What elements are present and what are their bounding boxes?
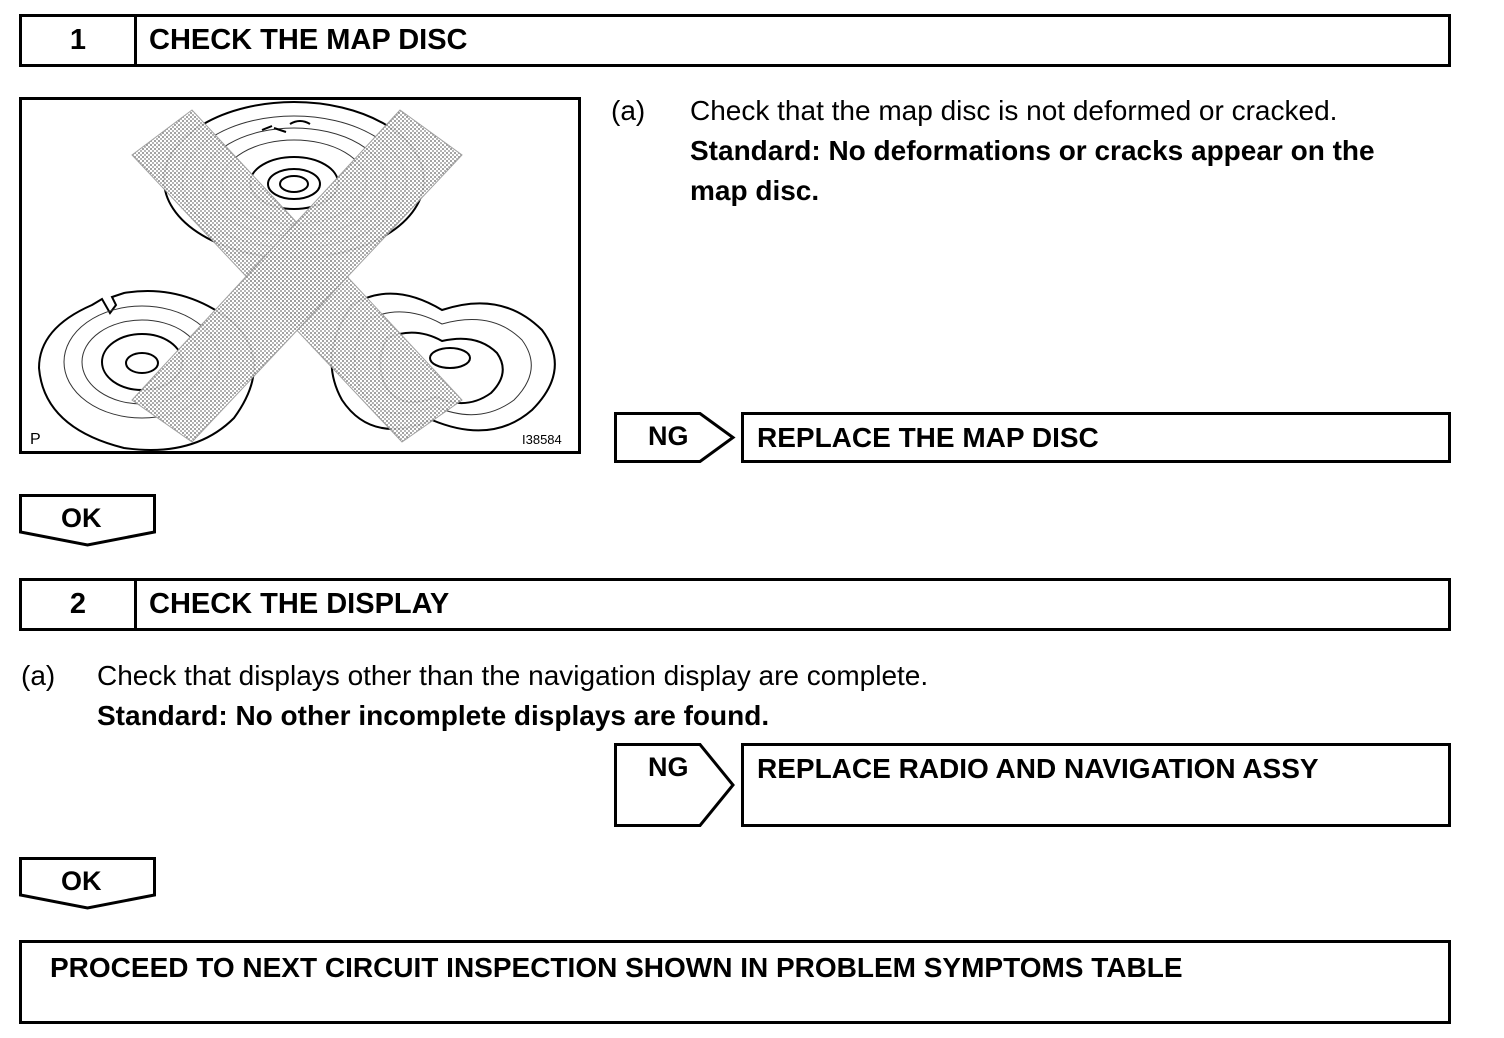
map-disc-figure bbox=[19, 97, 581, 454]
step-2-ng-action: REPLACE RADIO AND NAVIGATION ASSY bbox=[757, 753, 1319, 784]
step-1-ng-action-box bbox=[741, 412, 1451, 463]
step-2-instruction: Check that displays other than the navigation display are complete. bbox=[97, 660, 929, 691]
step-1-ng-label: NG bbox=[648, 421, 689, 451]
step-2-header bbox=[19, 578, 1451, 631]
step-1-standard-line-1: Standard: No deformations or cracks appear on the bbox=[690, 135, 1375, 166]
figure-corner-label: P bbox=[30, 431, 41, 448]
step-2-ng-label: NG bbox=[648, 752, 689, 782]
step-1-standard-line-2: map disc. bbox=[690, 175, 820, 206]
step-1-instruction: Check that the map disc is not deformed or cracked. bbox=[690, 95, 1338, 126]
step-2-title: CHECK THE DISPLAY bbox=[149, 588, 450, 620]
damaged-disc-illustration bbox=[22, 100, 578, 451]
step-2-ok-arrow bbox=[19, 857, 156, 911]
final-action-box bbox=[19, 940, 1451, 1024]
step-2-number: 2 bbox=[22, 581, 137, 628]
step-2-standard: Standard: No other incomplete displays are found. bbox=[97, 700, 770, 731]
step-1-ng-arrow bbox=[614, 412, 736, 463]
step-1-number: 1 bbox=[22, 17, 137, 64]
step-1-item-marker: (a) bbox=[611, 95, 646, 126]
step-1-title: CHECK THE MAP DISC bbox=[149, 24, 468, 56]
step-1-ok-arrow bbox=[19, 494, 156, 548]
step-2-ng-arrow bbox=[614, 743, 736, 827]
step-2-item-marker: (a) bbox=[21, 660, 56, 691]
step-1-ok-label: OK bbox=[61, 503, 102, 533]
step-2-ng-action-box bbox=[741, 743, 1451, 827]
step-2-ok-label: OK bbox=[61, 866, 102, 896]
figure-id: I38584 bbox=[522, 432, 562, 447]
final-action-text: PROCEED TO NEXT CIRCUIT INSPECTION SHOWN IN PROBLEM SYMPTOMS TABLE bbox=[50, 952, 1183, 983]
step-1-ng-action: REPLACE THE MAP DISC bbox=[757, 422, 1099, 453]
step-1-header bbox=[19, 14, 1451, 67]
